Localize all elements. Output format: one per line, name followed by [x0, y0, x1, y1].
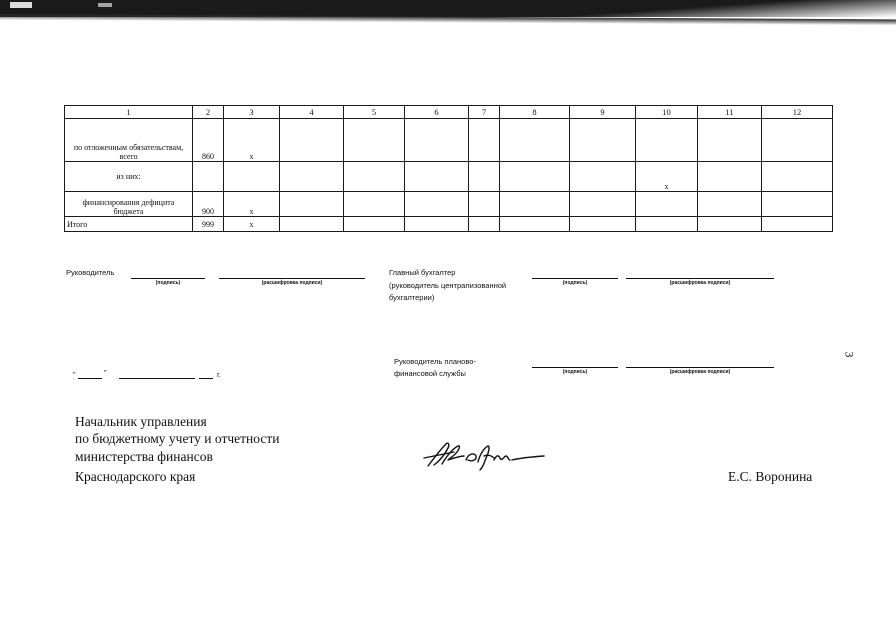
table-row [65, 162, 833, 192]
col-header: 11 [698, 106, 762, 119]
row-label: из них: [65, 162, 193, 192]
decode-caption: (расшифровка подписи) [669, 369, 731, 375]
decode-caption: (расшифровка подписи) [669, 280, 731, 286]
signature-caption: (подпись) [562, 280, 588, 286]
signature-line [532, 278, 618, 279]
col-header: 7 [469, 106, 500, 119]
col-header: 4 [280, 106, 344, 119]
planning-head-label: финансовой службы [394, 369, 466, 378]
row-cell: x [224, 119, 280, 162]
row-cell [636, 119, 698, 162]
row-cell: x [224, 217, 280, 232]
date-year-suffix: г. [217, 370, 221, 379]
footer-line: министерства финансов [75, 449, 213, 464]
chief-accountant-sub: бухгалтерии) [389, 293, 435, 302]
scan-artifact [10, 2, 32, 8]
planning-head-label: Руководитель планово- [394, 357, 476, 366]
col-header: 6 [405, 106, 469, 119]
row-cell: x [224, 192, 280, 217]
col-header: 5 [344, 106, 405, 119]
col-header: 12 [762, 106, 833, 119]
footer-line: Начальник управления [75, 414, 207, 429]
decode-line [626, 367, 774, 368]
row-code: 999 [193, 217, 224, 232]
date-quote-close: " [104, 368, 107, 377]
row-cell [636, 192, 698, 217]
decode-caption: (расшифровка подписи) [261, 280, 323, 286]
table-header-row [65, 106, 833, 119]
decode-line [219, 278, 365, 279]
row-label: по отложенным обязательствам, всего [65, 119, 193, 162]
signer-name: Е.С. Воронина [728, 469, 813, 484]
table-row [65, 119, 833, 162]
row-code [193, 162, 224, 192]
col-header: 8 [500, 106, 570, 119]
table-row [65, 217, 833, 232]
page-number: 3 [842, 351, 857, 358]
head-label: Руководитель [66, 268, 115, 277]
footer-line: по бюджетному учету и отчетности [75, 431, 280, 446]
date-day-line [78, 378, 102, 379]
row-cell: x [636, 162, 698, 192]
handwritten-signature [420, 438, 550, 472]
col-header: 2 [193, 106, 224, 119]
row-label: Итого [65, 217, 193, 232]
row-cell [224, 162, 280, 192]
col-header: 1 [65, 106, 193, 119]
row-code: 900 [193, 192, 224, 217]
decode-line [626, 278, 774, 279]
signature-line [131, 278, 205, 279]
col-header: 10 [636, 106, 698, 119]
col-header: 9 [570, 106, 636, 119]
date-year-line [199, 378, 213, 379]
table-row [65, 192, 833, 217]
signature-caption: (подпись) [562, 369, 588, 375]
row-code: 860 [193, 119, 224, 162]
signature-caption: (подпись) [155, 280, 181, 286]
row-label: финансирования дефицита бюджета [65, 192, 193, 217]
footer-line: Краснодарского края [75, 469, 196, 484]
date-quote-open: " [73, 370, 76, 379]
col-header: 3 [224, 106, 280, 119]
date-month-line [119, 378, 195, 379]
report-table [64, 105, 833, 232]
chief-accountant-sub: (руководитель централизованной [389, 281, 507, 290]
chief-accountant-label: Главный бухгалтер [389, 268, 456, 277]
signature-line [532, 367, 618, 368]
row-cell [636, 217, 698, 232]
scan-artifact [98, 3, 112, 7]
